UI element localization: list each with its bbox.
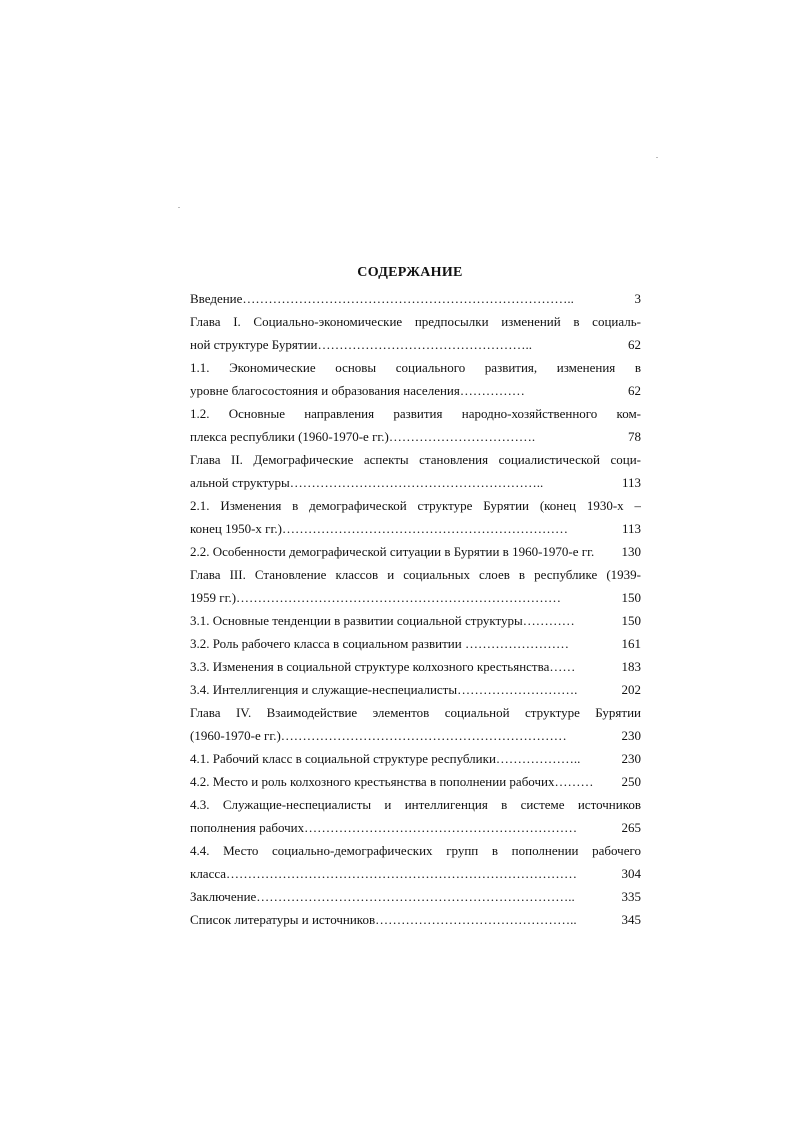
toc-entry-line: плекса республики (1960-1970-е гг.)……………………………. xyxy=(190,429,536,444)
toc-entry-line: Введение………………………………………………………………….. xyxy=(190,291,574,306)
toc-entry-line: 2.1. Изменения в демографической структуре Бурятии (конец 1930-х – xyxy=(190,498,641,513)
toc-entry xyxy=(190,885,641,908)
toc-entry-line: пополнения рабочих……………………………………………………… xyxy=(190,820,578,835)
toc-entry xyxy=(190,655,641,678)
toc-entry xyxy=(190,609,641,632)
toc-entry xyxy=(190,793,641,839)
toc-entry-line: 3.2. Роль рабочего класса в социальном развитии …………………… xyxy=(190,636,569,651)
toc-entry-line: 3.4. Интеллигенция и служащие-неспециалисты………………………. xyxy=(190,682,578,697)
toc-entry-line: 2.2. Особенности демографической ситуации в Бурятии в 1960-1970-е гг. xyxy=(190,544,595,559)
toc-page-number: 161 xyxy=(621,636,641,651)
toc-page-number: 113 xyxy=(621,521,641,536)
toc-entry-line: 3.3. Изменения в социальной структуре колхозного крестьянства…… xyxy=(190,659,576,674)
toc-page-number: 113 xyxy=(621,475,641,490)
scan-speck xyxy=(178,207,180,208)
toc-page-number: 130 xyxy=(621,544,641,559)
toc-entry-line: 1.2. Основные направления развития народно-хозяйственного ком- xyxy=(190,406,641,421)
toc-entry xyxy=(190,770,641,793)
toc-entry xyxy=(190,701,641,747)
toc-page-number: 335 xyxy=(621,889,641,904)
toc-page-number: 345 xyxy=(621,912,641,927)
toc-entry xyxy=(190,632,641,655)
toc-page-number: 230 xyxy=(621,728,641,743)
toc-entry xyxy=(190,563,641,609)
toc-entry-line: Заключение……………………………………………………………….. xyxy=(190,889,575,904)
toc-page-number: 3 xyxy=(634,291,641,306)
toc-entry xyxy=(190,356,641,402)
toc-entry-line: конец 1950-х гг.)………………………………………………………… xyxy=(190,521,568,536)
toc-page-number: 150 xyxy=(621,590,641,605)
toc-page-number: 150 xyxy=(621,613,641,628)
toc-entry xyxy=(190,678,641,701)
toc-page-number: 265 xyxy=(621,820,641,835)
toc-page-number: 304 xyxy=(621,866,641,881)
toc-entry-line: уровне благосостояния и образования населения…………… xyxy=(190,383,525,398)
toc-page-number: 78 xyxy=(628,429,641,444)
toc-entry xyxy=(190,310,641,356)
toc-entry-line: Глава II. Демографические аспекты становления социалистической соци- xyxy=(190,452,641,467)
toc-entry-line: Список литературы и источников……………………………………….. xyxy=(190,912,577,927)
toc-entry-line: 3.1. Основные тенденции в развитии социальной структуры………… xyxy=(190,613,575,628)
toc-entry-line: Глава I. Социально-экономические предпосылки изменений в социаль- xyxy=(190,314,641,329)
toc-entry-line: Глава III. Становление классов и социальных слоев в республике (1939- xyxy=(190,567,641,582)
scan-speck xyxy=(656,157,658,158)
toc-entry-line: ной структуре Бурятии………………………………………….. xyxy=(190,337,532,352)
toc-entry xyxy=(190,540,641,563)
toc-page-number: 62 xyxy=(628,383,641,398)
toc-entry-line: (1960-1970-е гг.)………………………………………………………… xyxy=(190,728,567,743)
toc-entry xyxy=(190,747,641,770)
toc-entry-line: 4.4. Место социально-демографических групп в пополнении рабочего xyxy=(190,843,641,858)
toc-entry xyxy=(190,839,641,885)
toc-entry xyxy=(190,908,641,931)
toc-entry xyxy=(190,448,641,494)
toc-entry-line: Глава IV. Взаимодействие элементов социальной структуре Бурятии xyxy=(190,705,641,720)
toc-entry-line: класса……………………………………………………………………… xyxy=(190,866,578,881)
toc-page-number: 250 xyxy=(621,774,641,789)
toc-page-number: 183 xyxy=(621,659,641,674)
toc-page-number: 230 xyxy=(621,751,641,766)
toc-entry xyxy=(190,287,641,310)
table-of-contents xyxy=(190,287,641,931)
toc-entry-line: 1959 гг.)………………………………………………………………… xyxy=(190,590,562,605)
toc-entry-line: 1.1. Экономические основы социального развития, изменения в xyxy=(190,360,641,375)
toc-entry-line: альной структуры………………………………………………….. xyxy=(190,475,544,490)
toc-entry-line: 4.3. Служащие-неспециалисты и интеллигенция в системе источников xyxy=(190,797,641,812)
toc-entry xyxy=(190,494,641,540)
toc-entry-line: 4.1. Рабочий класс в социальной структуре республики……………….. xyxy=(190,751,581,766)
toc-page-number: 62 xyxy=(628,337,641,352)
toc-entry-line: 4.2. Место и роль колхозного крестьянства в пополнении рабочих……… xyxy=(190,774,594,789)
toc-entry xyxy=(190,402,641,448)
toc-page-number: 202 xyxy=(621,682,641,697)
page-title: СОДЕРЖАНИЕ xyxy=(357,265,463,280)
